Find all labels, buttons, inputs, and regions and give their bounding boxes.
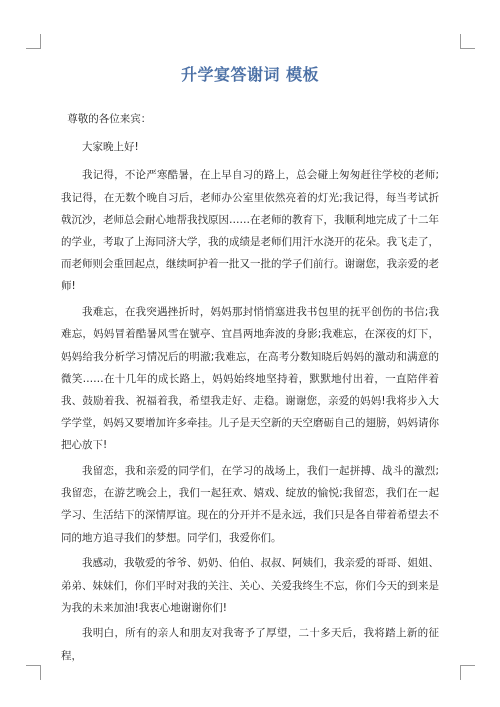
paragraph-future: 我明白，所有的亲人和朋友对我寄予了厚望，二十多天后，我将踏上新的征程， (61, 627, 439, 662)
greeting: 大家晚上好! (82, 141, 139, 154)
corner-mark-top-left (26, 34, 41, 49)
corner-mark-bottom-right (460, 665, 475, 680)
paragraph-mother: 我难忘，在我突遇挫折时，妈妈那封悄悄塞进我书包里的抚平创伤的书信;我难忘，妈妈冒着酷暑风雪在號亭、宜昌两地奔波的身影;我难忘，在深夜的灯下，妈妈给我分析学习情况后的明澈;我难忘，在高考分数知晓后妈妈的激动和满意的微笑……在十几年的成长路上，妈妈始终地坚持着，默默地付出着，一直陪伴着我、鼓励着我、祝福着我，希望我走好、走稳。谢谢您，亲爱的妈妈!我将步入大学学堂，妈妈又要增加许多牵挂。儿子是天空新的天空磨砺自己的翅膀，妈妈请你把心放下! (61, 306, 439, 452)
salutation: 尊敬的各位来宾： (67, 113, 152, 125)
document-title: 升学宴答谢词 模板 (180, 65, 320, 84)
corner-mark-top-right (460, 34, 475, 49)
document-body (61, 108, 439, 670)
paragraph-relatives: 我感动，我敬爱的爷爷、奶奶、伯伯、叔叔、阿姨们，我亲爱的哥哥、姐姐、弟弟、妹妹们，你们平时对我的关注、关心、关爱我终生不忘，你们今天的到来是为我的未来加油!我衷心地谢谢你们! (61, 557, 439, 614)
corner-mark-bottom-left (26, 665, 41, 680)
paragraph-teachers: 我记得，不论严寒酷暑，在上早自习的路上，总会碰上匆匆赶往学校的老师;我记得，在无数个晚自习后，老师办公室里依然亮着的灯光;我记得，每当考试折戟沉沙，老师总会耐心地帮我找原因……在老师的教育下，我顺利地完成了十二年的学业，考取了上海同济大学，我的成绩是老师们用汗水浇开的花朵。我飞走了，而老师则会重回起点，继续呵护着一批又一批的学子们前行。谢谢您，我亲爱的老师! (61, 169, 439, 293)
paragraph-classmates: 我留恋，我和亲爱的同学们，在学习的战场上，我们一起拼搏、战斗的激烈;我留恋，在游艺晚会上，我们一起狂欢、嬉戏、绽放的愉悦;我留恋，我们在一起学习、生活结下的深情厚谊。现在的分开并不是永远，我们只是各自带着希望去不同的地方追寻我们的梦想。同学们，我爱你们。 (61, 465, 439, 544)
